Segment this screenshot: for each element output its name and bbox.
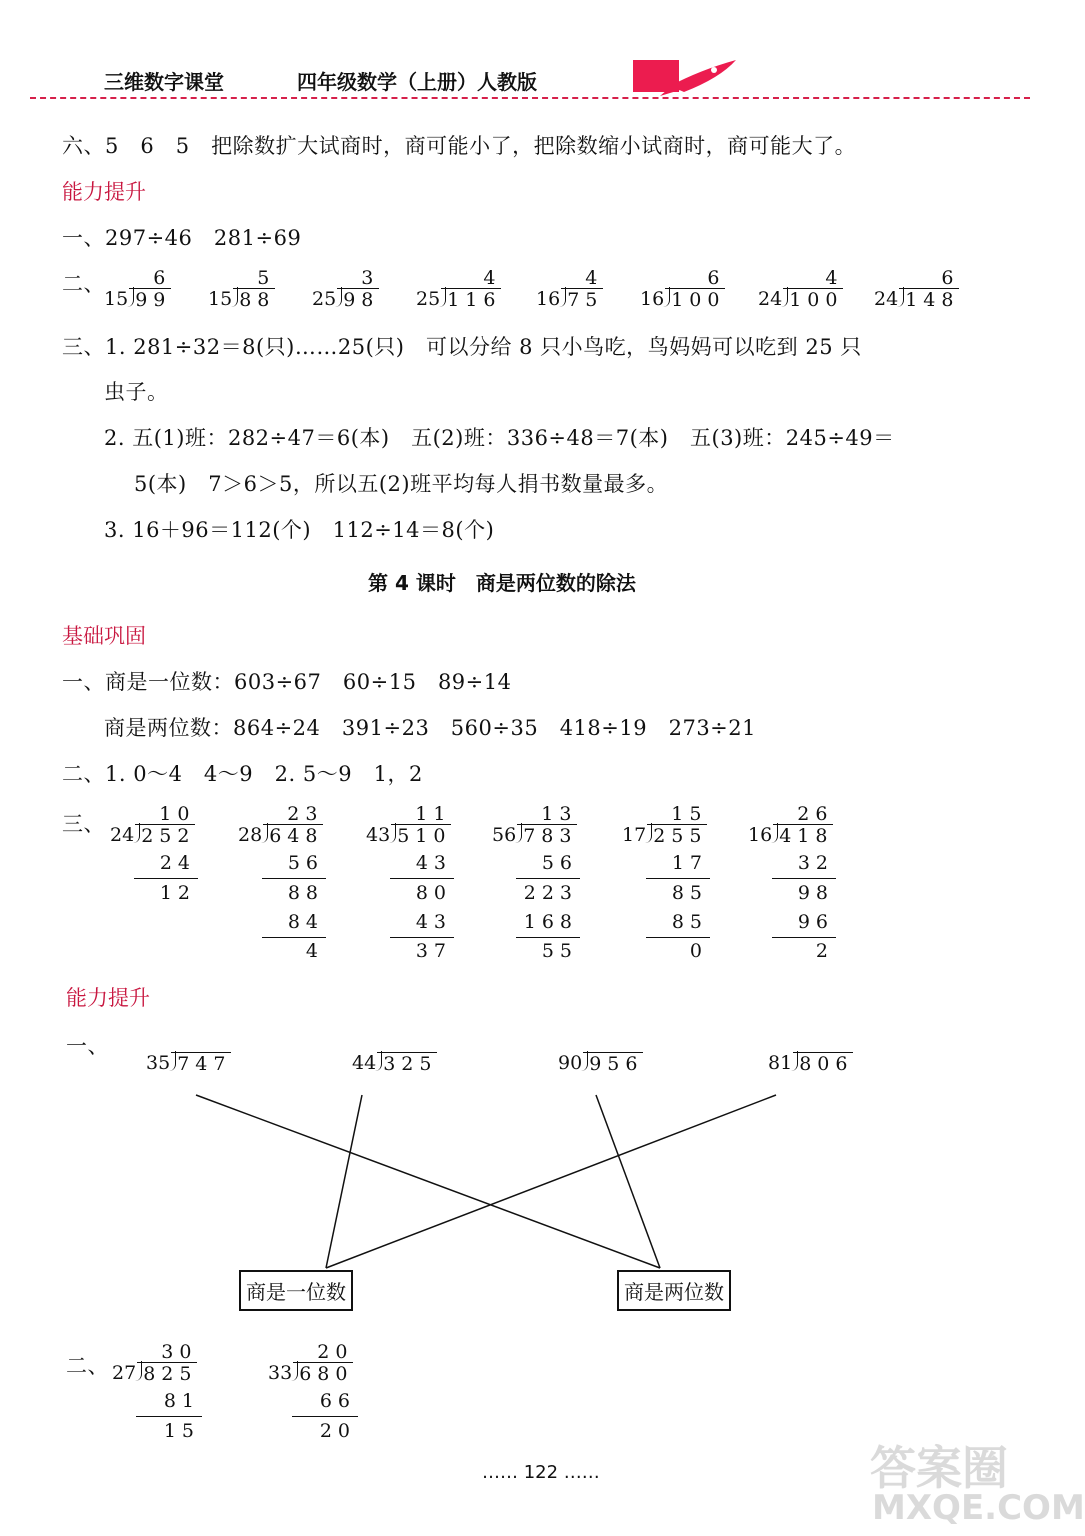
divisor: 17 — [622, 824, 647, 846]
quotient: 10 — [159, 803, 196, 825]
quotient: 6 — [707, 267, 726, 289]
matching-label-2: 二、 — [66, 1354, 109, 1378]
section-heading-ability: 能力提升 — [62, 180, 146, 204]
dividend: 100 — [783, 288, 843, 311]
work-s1: 32 — [797, 852, 834, 874]
quotient: 4 — [483, 267, 502, 289]
answer-line-1: 一、297÷46 281÷69 — [62, 226, 302, 250]
match-line-3 — [596, 1095, 660, 1268]
watermark-url: MXQE.COM — [872, 1488, 1085, 1528]
divisor: 24 — [110, 824, 135, 846]
work-r2: 0 — [689, 940, 708, 962]
dividend: 648 — [263, 824, 323, 847]
divisor: 27 — [112, 1362, 137, 1384]
quotient: 4 — [825, 267, 844, 289]
quotient: 26 — [797, 803, 834, 825]
basic-line-1b: 商是两位数：864÷24 391÷23 560÷35 418÷19 273÷21 — [104, 716, 756, 740]
answer-line-3b: 虫子。 — [104, 380, 169, 404]
work-s2: 168 — [523, 911, 578, 933]
divisor: 24 — [758, 288, 783, 310]
work-r1: 98 — [797, 882, 834, 904]
work-s2: 43 — [415, 911, 452, 933]
divisor: 44 — [352, 1052, 377, 1074]
dividend: 510 — [391, 824, 451, 847]
quotient: 23 — [287, 803, 324, 825]
work-s1: 56 — [287, 852, 324, 874]
work-s1: 17 — [671, 852, 708, 874]
work-s2: 84 — [287, 911, 324, 933]
basic-label-3: 三、 — [62, 812, 105, 836]
work-r1: 15 — [163, 1420, 200, 1442]
page-number: …… 122 …… — [482, 1462, 600, 1483]
dividend: 680 — [293, 1362, 353, 1385]
final-division-2 — [268, 1341, 354, 1385]
answer-line-5: 3. 16＋96＝112(个) 112÷14＝8(个) — [104, 518, 495, 542]
basic-line-1: 一、商是一位数：603÷67 60÷15 89÷14 — [62, 670, 512, 694]
work-r2: 37 — [415, 940, 452, 962]
quotient: 13 — [541, 803, 578, 825]
final-division-1 — [112, 1341, 198, 1385]
work-r1: 88 — [287, 882, 324, 904]
divisor: 43 — [366, 824, 391, 846]
quotient: 6 — [941, 267, 960, 289]
matching-label-1: 一、 — [66, 1034, 109, 1058]
dividend: 325 — [377, 1052, 437, 1075]
subtract-line — [136, 1416, 202, 1417]
dividend: 825 — [137, 1362, 197, 1385]
header-series: 三维数字课堂 — [104, 70, 224, 94]
dividend: 148 — [899, 288, 959, 311]
dividend: 75 — [561, 288, 603, 311]
answer-line-6: 六、5 6 5 把除数扩大试商时，商可能小了，把除数缩小试商时，商可能大了。 — [62, 134, 857, 158]
work-r1: 20 — [319, 1420, 356, 1442]
divisor: 33 — [268, 1362, 293, 1384]
divisor: 90 — [558, 1052, 583, 1074]
box-two-digit-quotient: 商是两位数 — [617, 1270, 731, 1311]
work-r2: 4 — [305, 940, 324, 962]
divisor: 15 — [104, 288, 129, 310]
quotient: 6 — [153, 267, 172, 289]
divisor: 56 — [492, 824, 517, 846]
subtract-line — [292, 1416, 358, 1417]
match-line-4 — [326, 1095, 776, 1268]
quotient: 20 — [317, 1341, 354, 1363]
divisor: 81 — [768, 1052, 793, 1074]
answer-line-3a: 三、1. 281÷32＝8(只)……25(只) 可以分给 8 只小鸟吃，鸟妈妈可以吃到 25 只 — [62, 335, 862, 359]
work-s1: 81 — [163, 1390, 200, 1412]
answer-line-4a: 2. 五(1)班：282÷47＝6(本) 五(2)班：336÷48＝7(本) 五(3)班：245÷49＝ — [104, 426, 895, 450]
answer-label-2: 二、 — [62, 272, 105, 296]
divisor: 24 — [874, 288, 899, 310]
quotient: 15 — [671, 803, 708, 825]
work-r2: 55 — [541, 940, 578, 962]
work-r2: 2 — [815, 940, 834, 962]
work-r1: 80 — [415, 882, 452, 904]
section-heading-ability-2: 能力提升 — [66, 986, 150, 1010]
quotient: 30 — [161, 1341, 198, 1363]
quotient: 5 — [257, 267, 276, 289]
quotient: 4 — [585, 267, 604, 289]
watermark-logo: 答案圈 — [870, 1441, 1008, 1495]
lesson-title: 第 4 课时 商是两位数的除法 — [368, 571, 636, 595]
header-book-title: 四年级数学（上册）人教版 — [297, 70, 537, 94]
divisor: 28 — [238, 824, 263, 846]
dividend: 116 — [441, 288, 501, 311]
work-s1: 24 — [159, 852, 196, 874]
dividend: 806 — [793, 1052, 853, 1075]
work-s2: 96 — [797, 911, 834, 933]
work-s1: 66 — [319, 1390, 356, 1412]
divisor: 16 — [640, 288, 665, 310]
match-line-2 — [326, 1095, 362, 1268]
dividend: 418 — [773, 824, 833, 847]
work-r1: 12 — [159, 882, 196, 904]
dividend: 100 — [665, 288, 725, 311]
quotient: 3 — [361, 267, 380, 289]
work-r1: 223 — [523, 882, 578, 904]
work-s2: 85 — [671, 911, 708, 933]
divisor: 15 — [208, 288, 233, 310]
dividend: 255 — [647, 824, 707, 847]
match-line-1 — [196, 1095, 660, 1268]
divisor: 25 — [312, 288, 337, 310]
dividend: 99 — [129, 288, 171, 311]
divisor: 35 — [146, 1052, 171, 1074]
dividend: 252 — [135, 824, 195, 847]
basic-line-2: 二、1. 0～4 4～9 2. 5～9 1，2 — [62, 762, 423, 786]
work-s1: 43 — [415, 852, 452, 874]
dividend: 747 — [171, 1052, 231, 1075]
work-s1: 56 — [541, 852, 578, 874]
work-r1: 85 — [671, 882, 708, 904]
dividend: 88 — [233, 288, 275, 311]
box-one-digit-quotient: 商是一位数 — [239, 1270, 353, 1311]
quotient: 11 — [415, 803, 452, 825]
dividend: 783 — [517, 824, 577, 847]
divisor: 16 — [536, 288, 561, 310]
divisor: 16 — [748, 824, 773, 846]
divisor: 25 — [416, 288, 441, 310]
answer-line-4b: 5(本) 7＞6＞5，所以五(2)班平均每人捐书数量最多。 — [134, 472, 669, 496]
dividend: 956 — [583, 1052, 643, 1075]
dividend: 98 — [337, 288, 379, 311]
section-heading-basic: 基础巩固 — [62, 624, 146, 648]
